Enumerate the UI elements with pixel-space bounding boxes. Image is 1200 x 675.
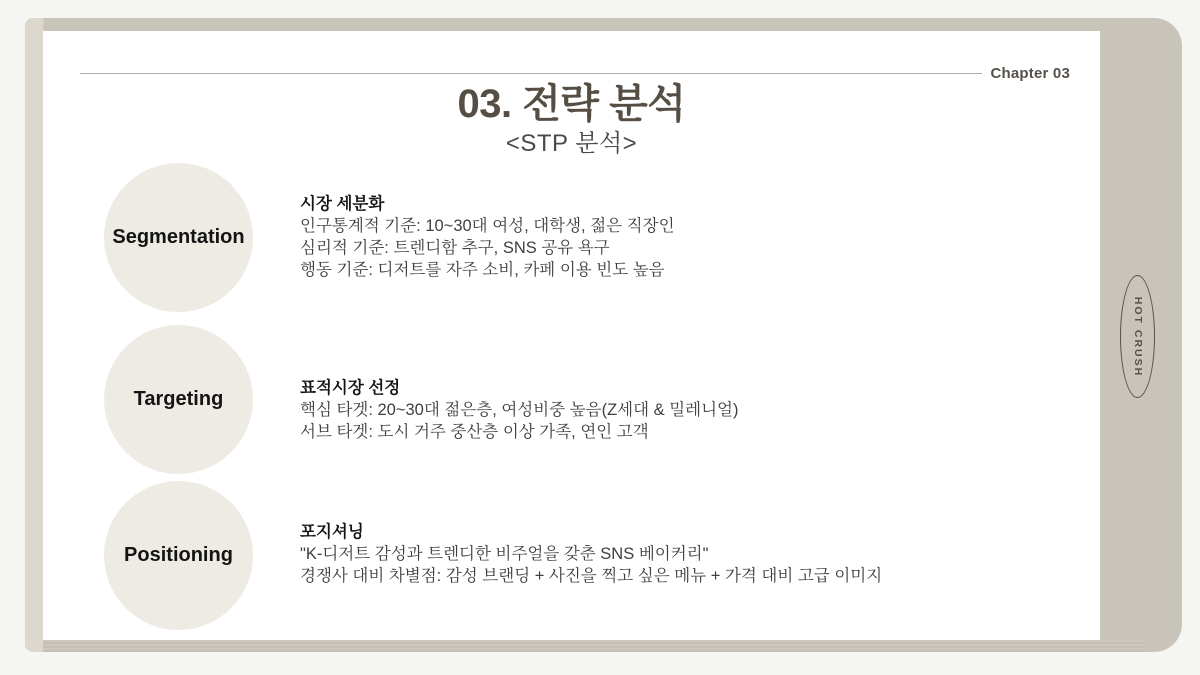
positioning-heading: 포지셔닝 xyxy=(300,523,364,541)
segmentation-line-3: 행동 기준: 디저트를 자주 소비, 카페 이용 빈도 높음 xyxy=(300,261,665,279)
targeting-heading: 표적시장 선정 xyxy=(300,379,401,397)
targeting-line-2: 서브 타겟: 도시 거주 중산층 이상 가족, 연인 고객 xyxy=(300,423,649,441)
page-subtitle: <STP 분석> xyxy=(505,130,638,157)
brand-tab xyxy=(1120,275,1155,398)
segmentation-heading: 시장 세분화 xyxy=(300,195,385,213)
targeting-line-1: 핵심 타겟: 20~30대 젊은층, 여성비중 높음(Z세대 & 밀레니얼) xyxy=(300,401,739,419)
stp-block-segmentation xyxy=(300,193,1040,281)
page-stack-edge-left xyxy=(25,18,44,652)
stp-circle-segmentation xyxy=(104,163,253,312)
chapter-header xyxy=(80,65,1070,82)
slide-page xyxy=(43,31,1100,640)
page-title: 03. 전략 분석 xyxy=(457,82,686,126)
stp-circle-segmentation-label: Segmentation xyxy=(112,226,245,248)
positioning-line-2: 경쟁사 대비 차별점: 감성 브랜딩 + 사진을 찍고 싶은 메뉴 + 가격 대비 고급 이미지 xyxy=(300,567,883,585)
stp-block-positioning xyxy=(300,521,1040,587)
page-stack-edge-bottom xyxy=(43,640,1143,652)
segmentation-line-2: 심리적 기준: 트렌디함 추구, SNS 공유 욕구 xyxy=(300,239,610,257)
chapter-rule-line xyxy=(80,73,982,74)
positioning-line-1: "K-디저트 감성과 트렌디한 비주얼을 갖춘 SNS 베이커리" xyxy=(300,545,709,563)
stp-circle-positioning-label: Positioning xyxy=(124,544,233,566)
stp-circle-targeting-label: Targeting xyxy=(133,388,224,410)
stp-circle-positioning xyxy=(104,481,253,630)
stp-circle-targeting xyxy=(104,325,253,474)
brand-tab-label: HOT CRUSH xyxy=(1131,296,1144,377)
chapter-label: Chapter 03 xyxy=(990,65,1070,82)
segmentation-line-1: 인구통계적 기준: 10~30대 여성, 대학생, 젊은 직장인 xyxy=(300,217,675,235)
stp-block-targeting xyxy=(300,377,1040,443)
